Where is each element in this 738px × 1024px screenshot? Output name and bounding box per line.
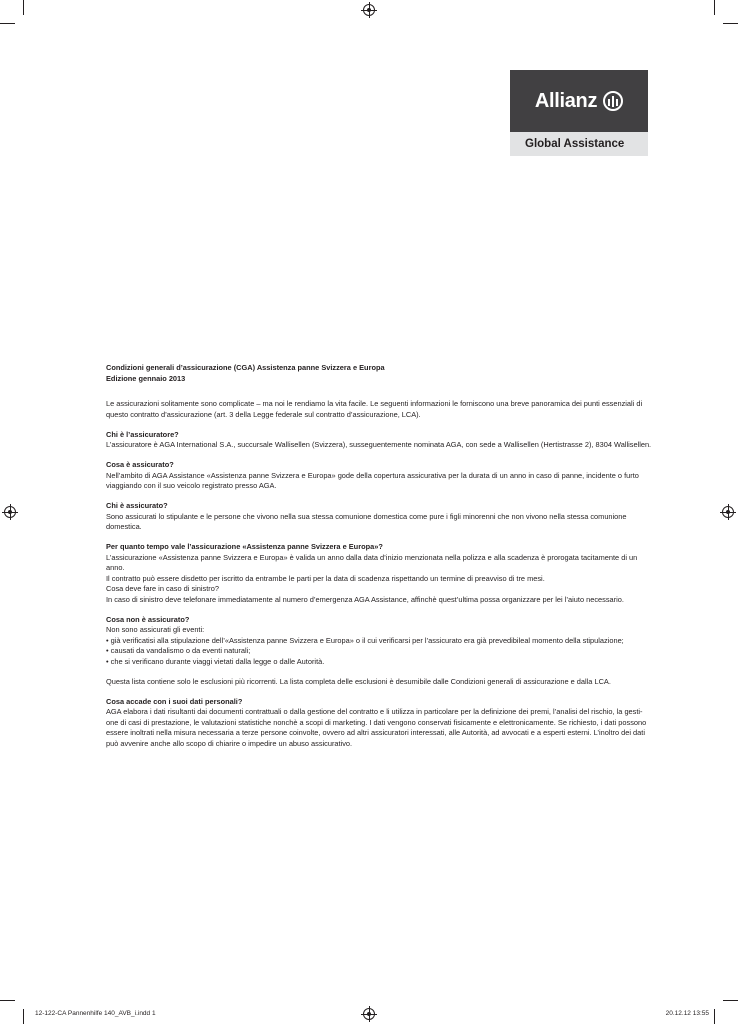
section-heading: Chi è l’assicuratore?: [106, 429, 179, 439]
document-edition: Edizione gennaio 2013: [106, 373, 186, 383]
registration-mark: [4, 506, 16, 518]
crop-mark: [723, 23, 738, 24]
crop-mark: [714, 0, 715, 15]
registration-mark: [363, 4, 375, 16]
allianz-eagle-icon: [603, 91, 623, 111]
paragraph-line: L’assicuratore è AGA International S.A., succursale Wallisellen (Svizzera), susseguentemente nominata AGA, con sede a Wallisellen (Hertistrasse 2), 8304 Wallisellen.: [106, 440, 652, 449]
document-title: Condizioni generali d’assicurazione (CGA) Assistenza panne Svizzera e Europa: [106, 363, 385, 372]
paragraph-line: Questa lista contiene solo le esclusioni più ricorrenti. La lista completa delle esclusioni è desumibile dalle Condizioni generali di assicurazione e dalla LCA.: [106, 676, 611, 686]
paragraph-line: Cosa deve fare in caso di sinistro?: [106, 584, 219, 593]
paragraph-line: Le assicurazioni solitamente sono complicate – ma noi le rendiamo la vita facile. Le seguenti informazioni le forniscono una breve panoramica dei punti essenziali di: [106, 399, 643, 408]
paragraph-line: Non sono assicurati gli eventi:: [106, 625, 205, 634]
crop-mark: [714, 1009, 715, 1024]
section-insurer: [106, 430, 652, 451]
crop-mark: [0, 1000, 15, 1001]
section-coverage: [106, 460, 652, 492]
paragraph-line: può avvenire anche allo scopo di chiarire o impedire un abuso assicurativo.: [106, 738, 353, 748]
section-insured-persons: [106, 501, 652, 533]
paragraph-line: essere inoltrati nella misura necessaria a terze persone coinvolte, ovvero ad altri assicuratori interessati, alle Autorità, ad avvocati e a esperti esterni. L’inoltro dei dati: [106, 728, 645, 737]
registration-mark: [363, 1008, 375, 1020]
bullet-item: • già verificatisi alla stipulazione dell’«Assistenza panne Svizzera e Europa» o il cui verificarsi per l’assicurato era già prevedibileal momento della stipulazione;: [106, 635, 624, 645]
intro-section: [106, 399, 652, 420]
slug-timestamp: 20.12.12 13:55: [665, 1010, 709, 1017]
paragraph-line: Nell’ambito di AGA Assistance «Assistenza panne Svizzera e Europa» gode della copertura assicurativa per la durata di un anno in caso di panne, incidente o furto: [106, 470, 639, 480]
section-duration: [106, 542, 652, 605]
section-heading: Chi è assicurato?: [106, 501, 168, 510]
paragraph-line: L’assicurazione «Assistenza panne Svizzera e Europa» è valida un anno dalla data d’inizio menzionata nella polizza e alla scadenza è prorogata tacitamente di un anno.: [106, 552, 638, 572]
crop-mark: [23, 1009, 24, 1024]
paragraph-line: AGA elabora i dati risultanti dai documenti contrattuali o dalla gestione del contratto e li utilizza in particolare per la definizione dei premi, l’analisi del rischio, la gesti-: [106, 707, 643, 716]
section-heading: Cosa accade con i suoi dati personali?: [106, 696, 243, 706]
crop-mark: [723, 1000, 738, 1001]
paragraph-line: Il contratto può essere disdetto per iscritto da entrambe le parti per la data di scadenza rispettando un termine di preavviso di tre mesi.: [106, 573, 545, 583]
section-heading: Cosa non è assicurato?: [106, 614, 190, 624]
crop-mark: [0, 23, 15, 24]
logo-subtitle: Global Assistance: [510, 132, 648, 156]
paragraph-line: viaggiando con il suo veicolo registrato presso AGA.: [106, 481, 277, 490]
section-personal-data: [106, 697, 652, 750]
registration-mark: [722, 506, 734, 518]
crop-mark: [23, 0, 24, 15]
section-exclusions-note: [106, 677, 652, 688]
section-heading: Per quanto tempo vale l’assicurazione «Assistenza panne Svizzera e Europa»?: [106, 542, 383, 551]
paragraph-line: Sono assicurati lo stipulante e le persone che vivono nella sua stessa comunione domestica come pure i figli minorenni che non vivono nella stessa comunione: [106, 511, 627, 521]
logo-wordmark: Allianz: [534, 89, 598, 112]
slug-filename: 12-122-CA Pannenhilfe 140_AVB_i.indd 1: [35, 1010, 156, 1017]
paragraph-line: one di casi di prestazione, le valutazioni statistiche nonchè a scopi di marketing. I dati vengono conservati fisicamente e elettronicamente. Se richiesto, i dati possono: [106, 717, 647, 727]
section-heading: Cosa è assicurato?: [106, 460, 174, 469]
paragraph-line: domestica.: [106, 522, 142, 531]
allianz-logo: [510, 70, 648, 132]
paragraph-line: questo contratto d’assicurazione (art. 3 della Legge federale sul contratto d’assicurazione, LCA).: [106, 409, 421, 419]
document-body: [106, 363, 652, 749]
paragraph-line: In caso di sinistro deve telefonare immediatamente al numero d’emergenza AGA Assistance, affinchè quest’ultima possa organizzare per lei l’aiuto necessario.: [106, 594, 624, 604]
section-exclusions: [106, 615, 652, 668]
bullet-item: • causati da vandalismo o da eventi naturali;: [106, 646, 251, 655]
bullet-item: • che si verificano durante viaggi vietati dalla legge o dalle Autorità.: [106, 656, 325, 666]
